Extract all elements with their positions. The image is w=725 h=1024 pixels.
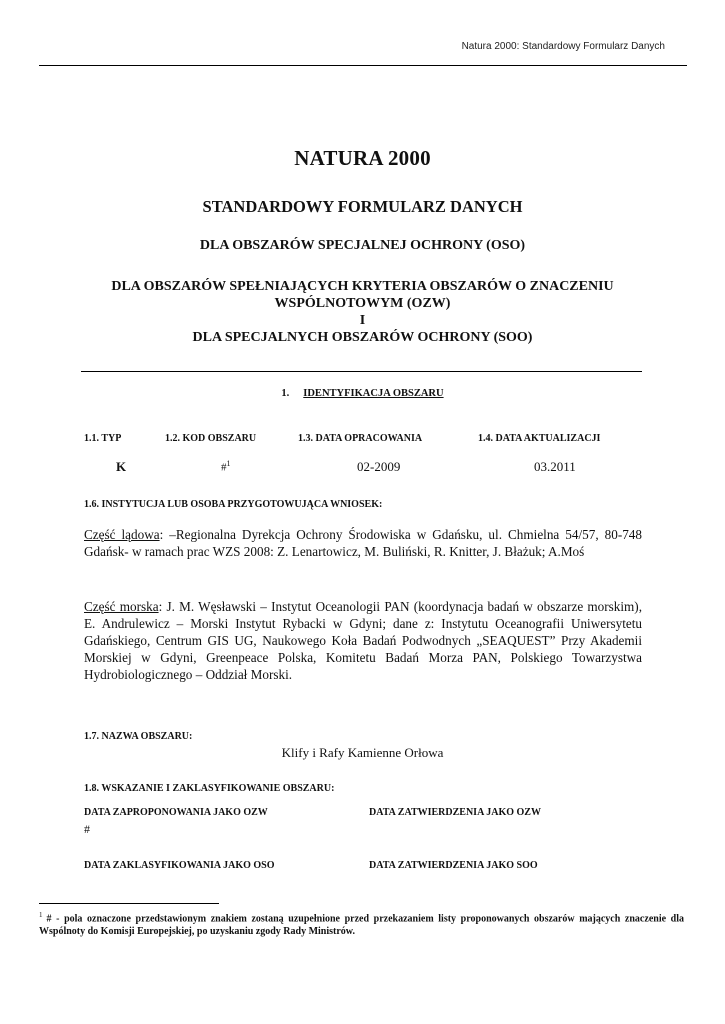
institution-label: 1.6. INSTYTUCJA LUB OSOBA PRZYGOTOWUJĄCA WNIOSEK: xyxy=(84,499,383,510)
land-part-paragraph xyxy=(84,526,642,560)
confirmed-ozw-label: DATA ZATWIERDZENIA JAKO OZW xyxy=(369,807,541,818)
proposed-ozw-label: DATA ZAPROPONOWANIA JAKO OZW xyxy=(84,807,268,818)
kod-value-text: # xyxy=(221,461,227,474)
typ-label: 1.1. TYP xyxy=(84,433,122,444)
data-opracowania-value: 02-2009 xyxy=(357,459,401,474)
section-number: 1. xyxy=(281,388,290,399)
site-name: Klify i Rafy Kamienne Orłowa xyxy=(281,745,444,760)
sea-part-paragraph xyxy=(84,598,642,683)
footnote-mark: 1 xyxy=(39,911,43,919)
title-i-line: I xyxy=(359,313,366,328)
data-opracowania-label: 1.3. DATA OPRACOWANIA xyxy=(298,433,423,444)
name-label: 1.7. NAZWA OBSZARU: xyxy=(84,731,193,742)
section-title: IDENTYFIKACJA OBSZARU xyxy=(303,388,444,399)
document-title: NATURA 2000 xyxy=(294,146,431,170)
title-rule xyxy=(81,371,642,372)
title-oso-line: DLA OBSZARÓW SPECJALNEJ OCHRONY (OSO) xyxy=(199,238,526,253)
confirmed-soo-label: DATA ZATWIERDZENIA JAKO SOO xyxy=(369,860,538,871)
data-aktualizacji-value: 03.2011 xyxy=(534,459,576,474)
footnote-text: # - pola oznaczone przedstawionym znakiem zostaną uzupełnione przed przekazaniem listy proponowanych obszarów mających znaczenie dla Wspólnoty do Komisji Europejskiej, po uzyskaniu zgody Rady Ministrów. xyxy=(39,913,684,938)
title-soo-line: DLA SPECJALNYCH OBSZARÓW OCHRONY (SOO) xyxy=(192,330,533,345)
designation-label: 1.8. WSKAZANIE I ZAKLASYFIKOWANIE OBSZARU: xyxy=(84,783,335,794)
section-heading xyxy=(0,388,725,399)
footnote-ref: 1 xyxy=(226,459,231,468)
title-ozw-line-1: DLA OBSZARÓW SPEŁNIAJĄCYCH KRYTERIA OBSZARÓW O ZNACZENIU xyxy=(111,279,614,294)
form-title: STANDARDOWY FORMULARZ DANYCH xyxy=(202,197,523,216)
proposed-ozw-value: # xyxy=(84,822,90,836)
title-ozw-block xyxy=(0,278,725,346)
footnote-rule xyxy=(39,903,219,904)
typ-value: K xyxy=(116,459,127,474)
land-part-text: : –Regionalna Dyrekcja Ochrony Środowiska w Gdańsku, ul. Chmielna 54/57, 80-748 Gdańsk- w ramach prac WZS 2008: Z. Lenartowicz, M. Buliński, R. Knitter, J. Błażuk; A.Moś xyxy=(84,527,642,559)
classified-oso-label: DATA ZAKLASYFIKOWANIA JAKO OSO xyxy=(84,860,275,871)
kod-value xyxy=(221,459,231,474)
sea-part-label: Część morska xyxy=(84,599,159,614)
sea-part-text: : J. M. Węsławski – Instytut Oceanologii PAN (koordynacja badań w obszarze morskim), E. Andrulewicz – Morski Instytut Rybacki w Gdyni; dane z: Instytutu Oceanografii Uniwersytetu Gdańskiego, Centrum GIS UG, Naukowego Koła Badań Podwodnych „SEAQUEST” Przy Akademii Morskiej w Gdyni, Greenpeace Polska, Komitetu Badań Morza PAN, Polskiego Towarzystwa Hydrobiologicznego – Oddział Morski. xyxy=(84,599,642,682)
title-ozw-line-2: WSPÓLNOTOWYM (OZW) xyxy=(274,296,451,311)
kod-label: 1.2. KOD OBSZARU xyxy=(165,433,257,444)
header-rule xyxy=(39,65,687,66)
data-aktualizacji-label: 1.4. DATA AKTUALIZACJI xyxy=(478,433,601,444)
footnote xyxy=(39,909,684,938)
running-header: Natura 2000: Standardowy Formularz Danych xyxy=(461,41,665,52)
land-part-label: Część lądowa xyxy=(84,527,160,542)
